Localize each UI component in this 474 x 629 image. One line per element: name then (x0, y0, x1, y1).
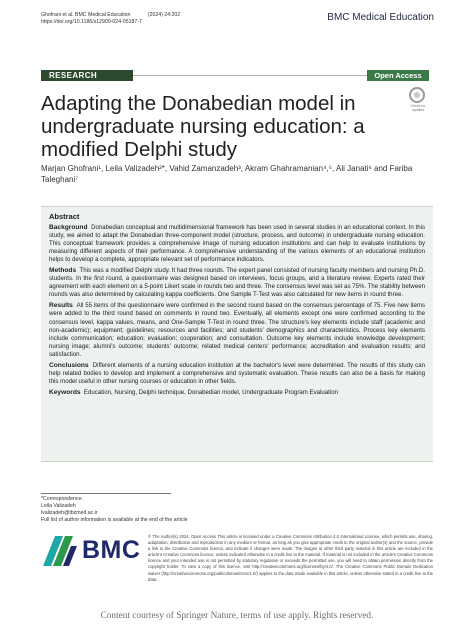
bmc-logo-icon (41, 532, 79, 568)
check-updates-label: Check for updates (410, 104, 426, 112)
article-type-bar (41, 70, 429, 81)
results-label: Results (49, 302, 73, 310)
correspondence-block (41, 493, 187, 524)
divider (133, 75, 369, 76)
correspondence-email[interactable]: lvalizadeh@tbzmed.ac.ir (41, 510, 98, 516)
methods-label: Methods (49, 267, 77, 275)
methods-text: This was a modified Delphi study. It had three rounds. The expert panel consisted of nursing faculty members and nursing Ph.D. students. In the first round, a questionnaire was designed based on interviews, focus groups, and a literature review. Experts rated their agreement with each element on a 5-point Likert scale in rounds two and three. The consensus level was set as 75%. The stability between rounds was also determined by calculating kappa coefficients. One Sample T-Test was also calculated for new items in round three. (49, 267, 425, 299)
correspondence-name: Leila Valizadeh (41, 503, 76, 509)
journal-name: BMC Medical Education (327, 12, 434, 23)
keywords-text: Education, Nursing, Delphi technique, Donabedian model, Undergraduate Program Evaluation (83, 388, 338, 396)
citation-year: (2024) 24:202 (147, 12, 181, 18)
abstract-box (41, 206, 433, 462)
article-title: Adapting the Donabedian model in undergraduate nursing education: a modified Delphi study (41, 92, 365, 161)
conclusions-label: Conclusions (49, 361, 89, 369)
background-text: Donabedian conceptual and multidimensional framework has been used in several studies in an educational context. In this study, we aimed to adapt the Donabedian three-component model (structure, process, and outcome) in undergraduate nursing education. This conceptual framework provides a comprehensive image of nursing education institutions and can help to evaluate institutions by measuring different aspects of their performance. A comprehensive understanding of the various elements of an educational institution helps to develop a complete, appropriate relevant set of performance indicators. (49, 224, 425, 264)
bmc-logo-text: BMC (82, 536, 141, 564)
abstract-methods (49, 267, 425, 299)
abstract-conclusions (49, 362, 425, 386)
abstract-keywords (49, 389, 425, 397)
citation-authors: Ghofrani et al. BMC Medical Education (41, 12, 131, 18)
abstract-results (49, 302, 425, 358)
keywords-label: Keywords (49, 388, 81, 396)
author-list: Marjan Ghofrani¹, Leila Valizadeh²*, Vahid Zamanzadeh³, Akram Ghahramanian⁴,⁵, Ali Janati⁶ and Fariba Taleghani⁷ (41, 164, 413, 184)
abstract-heading: Abstract (49, 212, 80, 221)
affiliations-note: Full list of author information is available at the end of the article (41, 517, 188, 523)
footnote-rule (41, 493, 171, 494)
doi-link[interactable]: https://doi.org/10.1186/s12909-024-05187-7 (41, 19, 142, 25)
conclusions-text: Different elements of a nursing education institution at the bachelor's level were determined. The results of this study can help related bodies to develop and implement a comprehensive and systematic evaluation. These results can also be a basis for making this model useful in other nursing courses or education in other fields. (49, 361, 425, 385)
running-header (41, 12, 180, 26)
license-text: © The Author(s) 2024. Open Access This article is licensed under a Creative Commons Attribution 4.0 International License, which permits use, sharing, adaptation, distribution and reproduction in any medium or format, as long as you give appropriate credit to the original author(s) and the source, provide a link to the Creative Commons licence, and indicate if changes were made. The images or other third party material in this article are included in the article's Creative Commons licence, unless indicated otherwise in a credit line to the material. If material is not included in the article's Creative Commons licence and your intended use is not permitted by statutory regulation or exceeds the permitted use, you will need to obtain permission directly from the copyright holder. To view a copy of this licence, visit http://creativecommons.org/licenses/by/4.0/. The Creative Commons Public Domain Dedication waiver (http://creativecommons.org/publicdomain/zero/1.0/) applies to the data made available in this article, unless otherwise stated in a credit line to the data. (148, 534, 433, 582)
results-text: All 55 items of the questionnaire were confirmed in the second round based on the consensus percentage of 75. Five new items were added to the third round based on comments in round two. Eventually, all elements except one were confirmed according to the consensus level, kappa values, means, and One-Sample T-Test in round three. The structure's key elements include staff (academic and non-academic); equipment; guidelines; resources and facilities; and students' demographics and characteristics. Process key elements include communication; education; evaluation; cooperation; and consultation. Outcome key elements include knowledge development; nursing image; alumni's outcome; students' outcome; related medical centers' performance; accreditation and evaluation results; and satisfaction. (49, 302, 426, 358)
bmc-logo (41, 532, 141, 568)
background-label: Background (49, 224, 88, 231)
abstract-background (49, 224, 425, 264)
footer-note: Content courtesy of Springer Nature, terms of use apply. Rights reserved. (100, 611, 374, 621)
open-access-badge: Open Access (367, 70, 429, 81)
research-badge: RESEARCH (41, 70, 133, 81)
correspondence-label: *Correspondence: (41, 496, 83, 502)
